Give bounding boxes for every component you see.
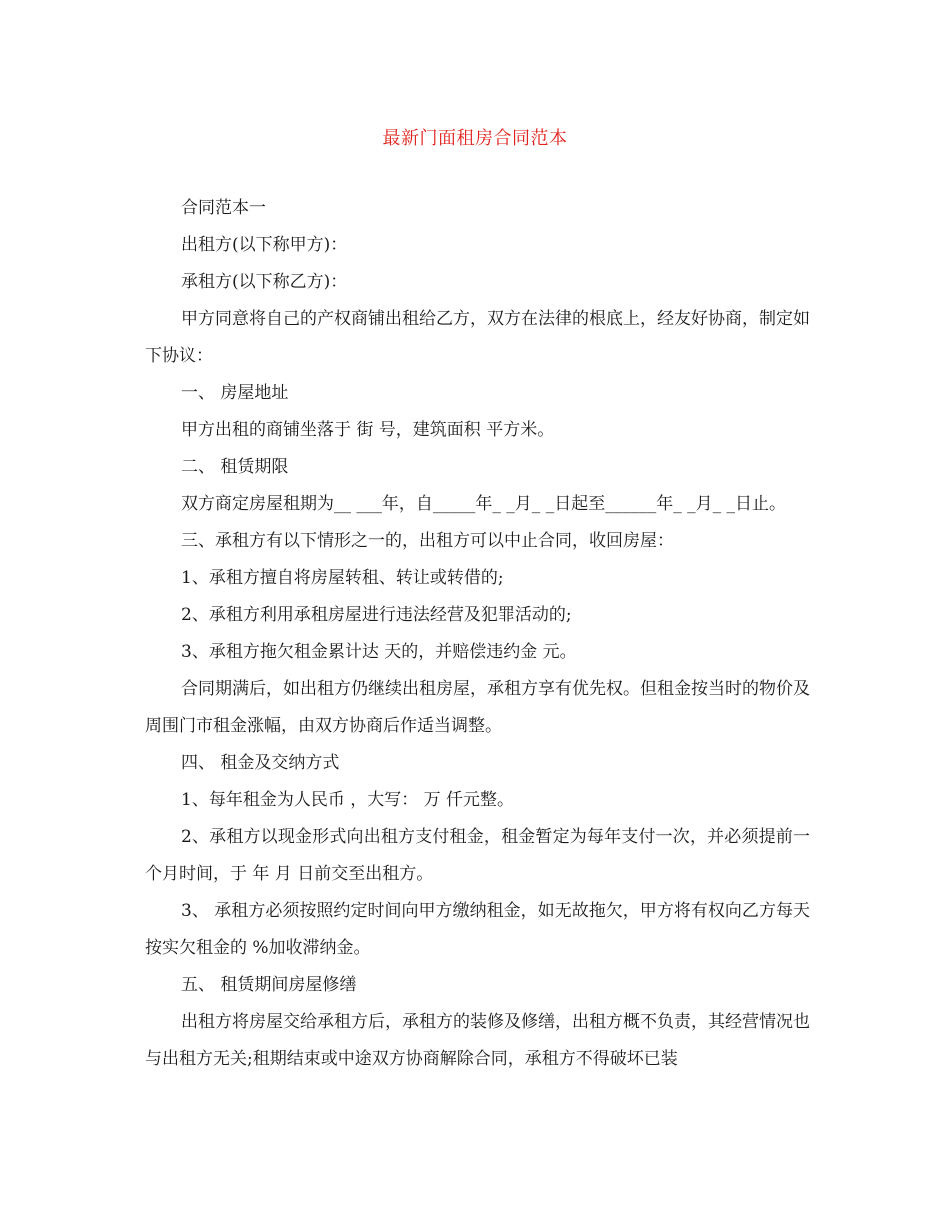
- paragraph: 承租方(以下称乙方)：: [181, 272, 348, 292]
- list-item: 2、承租方以现金形式向出租方支付租金，租金暂定为每年支付一次，并必须提前一个月时间，于 年 月 日前交至出租方。: [145, 827, 810, 884]
- paragraph: 双方商定房屋租期为__ ___年，自_____年_ _月_ _日起至______年_ _月_ _日止。: [181, 494, 787, 514]
- section-heading: 五、 租赁期间房屋修缮: [181, 975, 357, 995]
- list-item: 3、 承租方必须按照约定时间向甲方缴纳租金，如无故拖欠，甲方将有权向乙方每天按实欠租金的 %加收滞纳金。: [145, 901, 810, 958]
- paragraph: 合同范本一: [181, 198, 266, 218]
- document-title: 最新门面租房合同范本: [382, 128, 568, 149]
- list-item: 1、承租方擅自将房屋转租、转让或转借的;: [181, 568, 504, 588]
- document-body: [145, 190, 810, 1078]
- section-heading: 二、 租赁期限: [181, 457, 289, 477]
- section-heading: 三、承租方有以下情形之一的，出租方可以中止合同，收回房屋：: [181, 531, 674, 551]
- paragraph: 出租方将房屋交给承租方后，承租方的装修及修缮，出租方概不负责，其经营情况也与出租方无关;租期结束或中途双方协商解除合同，承租方不得破坏已装: [145, 1012, 810, 1069]
- paragraph: 甲方同意将自己的产权商铺出租给乙方，双方在法律的根底上，经友好协商，制定如下协议：: [145, 309, 810, 366]
- paragraph: 出租方(以下称甲方)：: [181, 235, 348, 255]
- section-heading: 一、 房屋地址: [181, 383, 289, 403]
- paragraph: 甲方出租的商铺坐落于 街 号，建筑面积 平方米。: [181, 420, 555, 440]
- list-item: 1、每年租金为人民币 ，大写： 万 仟元整。: [181, 790, 515, 810]
- paragraph: 合同期满后，如出租方仍继续出租房屋，承租方享有优先权。但租金按当时的物价及周围门市租金涨幅，由双方协商后作适当调整。: [145, 679, 810, 736]
- section-heading: 四、 租金及交纳方式: [181, 753, 340, 773]
- list-item: 3、承租方拖欠租金累计达 天的，并赔偿违约金 元。: [181, 642, 577, 662]
- list-item: 2、承租方利用承租房屋进行违法经营及犯罪活动的;: [181, 605, 572, 625]
